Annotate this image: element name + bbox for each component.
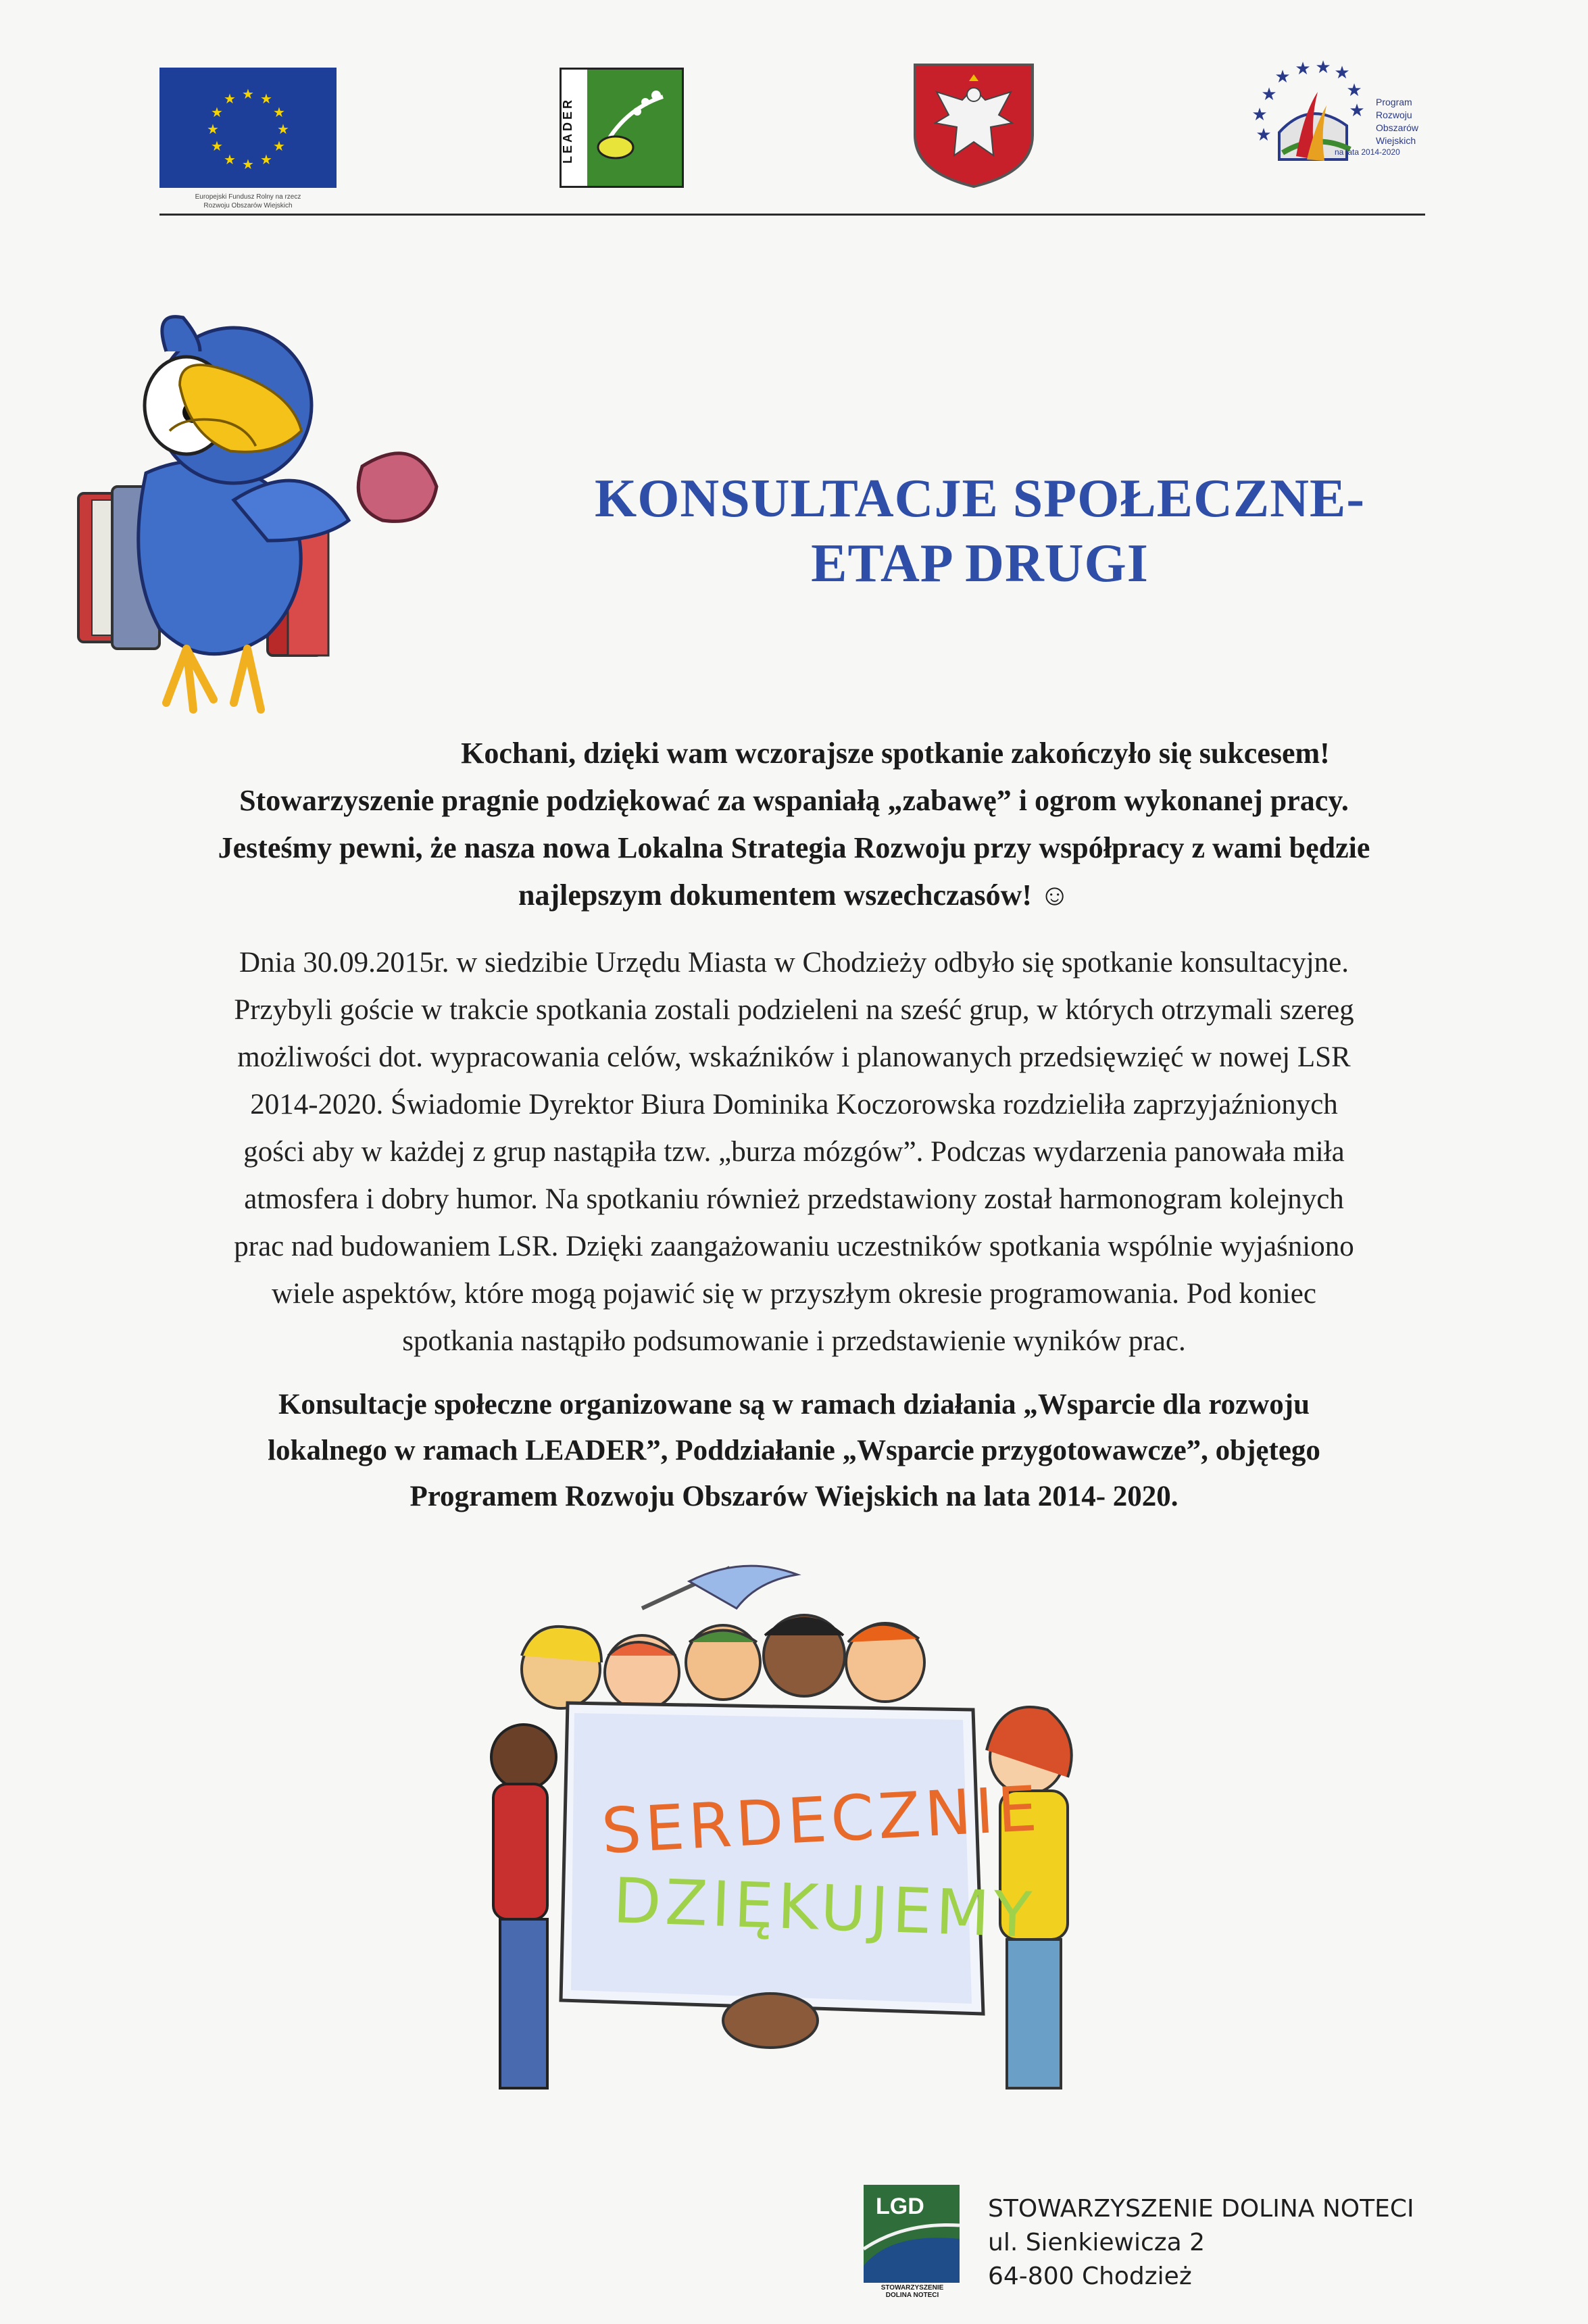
prow-logo-text bbox=[1376, 96, 1418, 147]
prow-text-line: Program bbox=[1376, 97, 1412, 107]
intro-line: Jesteśmy pewni, że nasza nowa Lokalna Strategia Rozwoju przy współpracy z wami będzie bbox=[218, 831, 1370, 864]
leader-wordmark: LEADER bbox=[561, 97, 574, 164]
intro-line: najlepszym dokumentem wszechczasów! ☺ bbox=[518, 879, 1070, 912]
body-line: Dnia 30.09.2015r. w siedzibie Urzędu Miasta w Chodzieży odbyło się spotkanie konsultacyjne. bbox=[239, 947, 1349, 979]
lgd-label: LGD bbox=[876, 2194, 924, 2219]
banner-text-line: SERDECZNIE bbox=[599, 1772, 1043, 1868]
body-line: atmosfera i dobry humor. Na spotkaniu również przedstawiony został harmonogram kolejnych bbox=[244, 1183, 1344, 1215]
body-line: spotkania nastąpiło podsumowanie i przedstawienie wyników prac. bbox=[402, 1325, 1186, 1357]
svg-text:★: ★ bbox=[273, 138, 285, 154]
organization-address bbox=[988, 2192, 1414, 2294]
eu-stars-icon bbox=[159, 68, 337, 188]
svg-text:★: ★ bbox=[207, 121, 219, 137]
svg-text:★: ★ bbox=[277, 121, 289, 137]
eu-caption-line: Europejski Fundusz Rolny na rzecz bbox=[195, 193, 301, 201]
eu-flag-logo bbox=[159, 68, 337, 188]
bird-with-books-illustration bbox=[65, 297, 484, 737]
eu-caption-line: Rozwoju Obszarów Wiejskich bbox=[203, 202, 293, 209]
lgd-small-text bbox=[865, 2284, 960, 2299]
body-line: możliwości dot. wypracowania celów, wskaźników i planowanych przedsięwzięć w nowej LSR bbox=[237, 1041, 1351, 1073]
body-paragraph bbox=[101, 939, 1487, 1365]
svg-text:★: ★ bbox=[1256, 125, 1272, 145]
funding-line: Programem Rozwoju Obszarów Wiejskich na lata 2014- 2020. bbox=[410, 1481, 1178, 1512]
svg-text:★: ★ bbox=[224, 91, 236, 107]
eu-caption bbox=[159, 193, 337, 210]
funding-line: Konsultacje społeczne organizowane są w ramach działania „Wsparcie dla rozwoju bbox=[278, 1389, 1310, 1420]
org-name: STOWARZYSZENIE DOLINA NOTECI bbox=[988, 2195, 1414, 2223]
prow-text-line: Rozwoju bbox=[1376, 109, 1412, 120]
body-line: wiele aspektów, które mogą pojawić się w przyszłym okresie programowania. Pod koniec bbox=[272, 1278, 1316, 1310]
funding-line: lokalnego w ramach LEADER”, Poddziałanie „Wsparcie przygotowawcze”, objętego bbox=[268, 1435, 1320, 1466]
org-city: 64-800 Chodzież bbox=[988, 2263, 1192, 2290]
banner-text-line: DZIĘKUJEMY bbox=[612, 1864, 1037, 1952]
prow-years-text: na lata 2014-2020 bbox=[1335, 147, 1400, 157]
svg-text:★: ★ bbox=[260, 151, 272, 168]
intro-line: Kochani, dzięki wam wczorajsze spotkanie zakończyło się sukcesem! bbox=[461, 737, 1330, 770]
svg-text:★: ★ bbox=[1346, 80, 1362, 101]
lgd-small-line: DOLINA NOTECI bbox=[885, 2292, 939, 2299]
svg-text:★: ★ bbox=[260, 91, 272, 107]
page-title bbox=[473, 466, 1487, 596]
svg-text:★: ★ bbox=[242, 86, 254, 102]
svg-text:★: ★ bbox=[1315, 58, 1331, 78]
svg-text:★: ★ bbox=[1274, 67, 1291, 87]
svg-text:★: ★ bbox=[1251, 105, 1268, 125]
header-divider bbox=[159, 214, 1425, 216]
svg-text:★: ★ bbox=[211, 104, 223, 120]
intro-paragraph bbox=[101, 730, 1487, 919]
body-line: gości aby w każdej z grup nastąpiła tzw. „burza mózgów”. Podczas wydarzenia panowała miła bbox=[243, 1136, 1345, 1168]
prow-text-line: Obszarów bbox=[1376, 122, 1419, 133]
prow-text-line: Wiejskich bbox=[1376, 135, 1416, 146]
lgd-small-line: STOWARZYSZENIE bbox=[880, 2284, 944, 2292]
svg-text:★: ★ bbox=[1334, 63, 1350, 83]
title-line: ETAP DRUGI bbox=[811, 534, 1149, 593]
svg-text:★: ★ bbox=[1349, 101, 1365, 121]
title-line: KONSULTACJE SPOŁECZNE- bbox=[594, 469, 1366, 528]
body-line: 2014-2020. Świadomie Dyrektor Biura Dominika Koczorowska rozdzieliła zaprzyjaźnionych bbox=[250, 1089, 1338, 1120]
intro-line: Stowarzyszenie pragnie podziękować za wspaniałą „zabawę” i ogrom wykonanej pracy. bbox=[239, 784, 1349, 817]
svg-text:★: ★ bbox=[242, 156, 254, 172]
wielkopolska-crest-icon bbox=[910, 61, 1038, 189]
svg-text:★: ★ bbox=[1261, 84, 1277, 105]
svg-text:★: ★ bbox=[224, 151, 236, 168]
svg-text:★: ★ bbox=[211, 138, 223, 154]
body-line: Przybyli goście w trakcie spotkania zostali podzieleni na sześć grup, w których otrzymali szereg bbox=[234, 994, 1354, 1026]
svg-text:★: ★ bbox=[1295, 59, 1311, 79]
svg-text:★: ★ bbox=[273, 104, 285, 120]
org-street: ul. Sienkiewicza 2 bbox=[988, 2229, 1206, 2256]
funding-paragraph bbox=[101, 1382, 1487, 1520]
body-line: prac nad budowaniem LSR. Dzięki zaangażowaniu uczestników spotkania wspólnie wyjaśniono bbox=[234, 1231, 1354, 1262]
